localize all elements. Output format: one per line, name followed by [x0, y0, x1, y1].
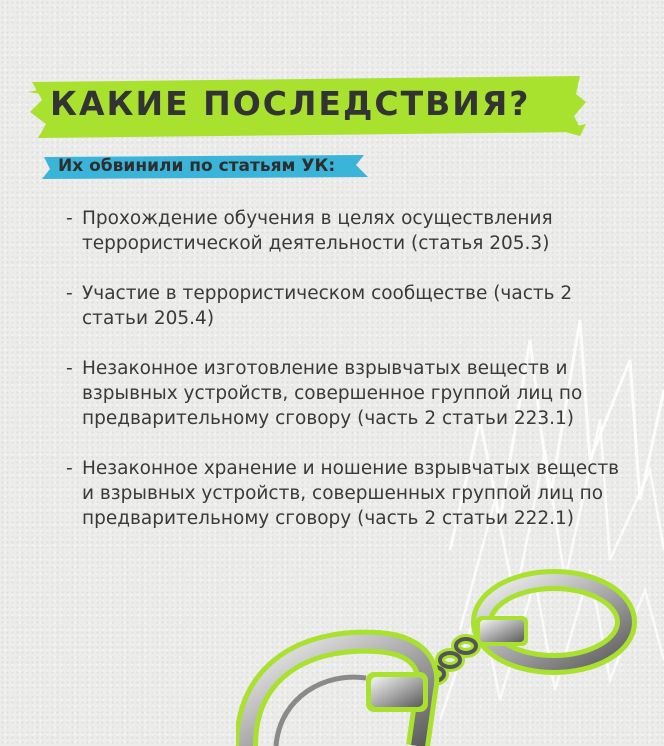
- list-dash: -: [66, 283, 73, 304]
- subtitle-block: [38, 153, 370, 181]
- page-title: КАКИЕ ПОСЛЕДСТВИЯ?: [50, 84, 531, 123]
- list-item: [66, 456, 636, 531]
- list-item-text: Незаконное хранение и ношение взрывчатых веществ и взрывных устройств, совершенных группой лиц по предварительному сговору (часть 2 статьи 222.1): [82, 458, 620, 529]
- list-item-text: Прохождение обучения в целях осуществления террористической деятельности (статья 205.3): [82, 208, 553, 254]
- handcuffs-icon: [236, 560, 664, 746]
- list-dash: -: [66, 458, 73, 479]
- subtitle: Их обвинили по статьям УК:: [58, 156, 336, 176]
- list-item: [66, 356, 636, 431]
- title-block: [28, 72, 588, 140]
- list-item: [66, 206, 636, 256]
- list-dash: -: [66, 358, 73, 379]
- list-item-text: Незаконное изготовление взрывчатых веществ и взрывных устройств, совершенное группой лиц по предварительному сговору (часть 2 статьи 223.1): [82, 358, 583, 429]
- list-item: [66, 281, 636, 331]
- charges-list: [66, 206, 636, 556]
- list-dash: -: [66, 208, 73, 229]
- list-item-text: Участие в террористическом сообществе (часть 2 статьи 205.4): [82, 283, 573, 329]
